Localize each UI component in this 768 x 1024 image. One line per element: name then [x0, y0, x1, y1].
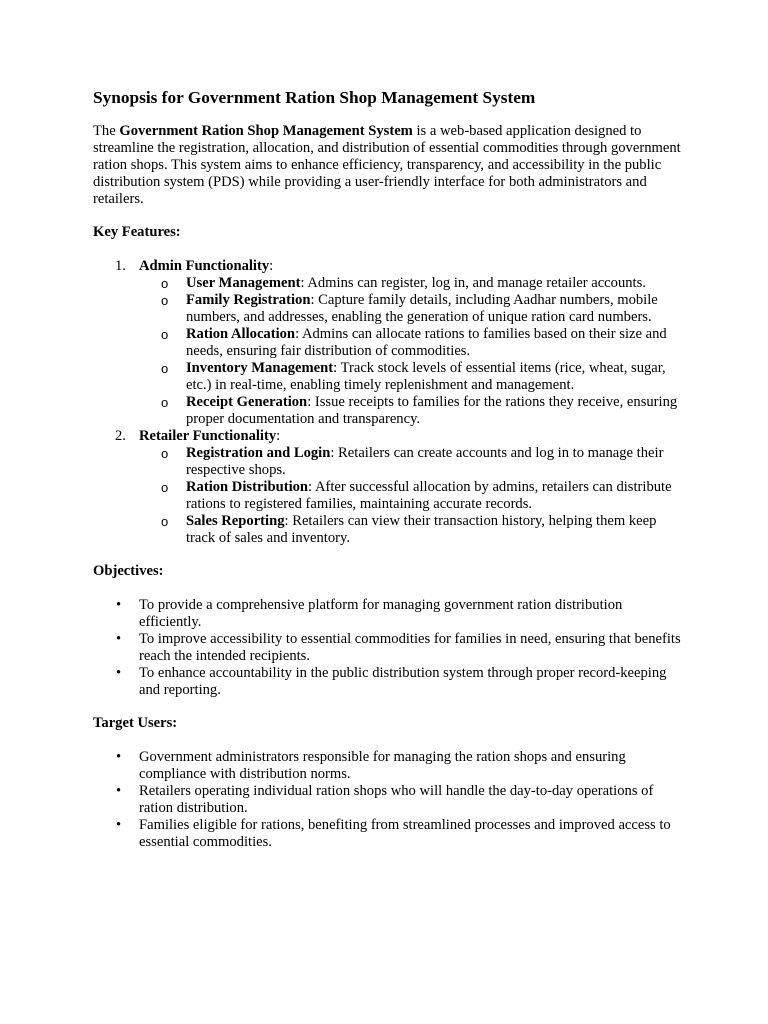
circle-bullet-icon: o [161, 514, 169, 529]
circle-bullet-icon: o [161, 446, 169, 461]
item-text: : Admins can register, log in, and manage retailer accounts. [300, 275, 646, 291]
list-item [93, 749, 683, 783]
document-title: Synopsis for Government Ration Shop Management System [93, 88, 536, 107]
key-features-list [93, 258, 683, 547]
feature-group-admin [93, 258, 683, 428]
circle-bullet-icon: o [161, 293, 169, 308]
item-text: To enhance accountability in the public distribution system through proper record-keeping and reporting. [139, 665, 667, 698]
item-term: User Management [186, 275, 301, 291]
bullet-dot-icon: • [116, 597, 122, 613]
circle-bullet-icon: o [161, 395, 169, 410]
list-item [139, 513, 683, 547]
circle-bullet-icon: o [161, 276, 169, 291]
key-features-heading: Key Features: [93, 224, 181, 240]
list-item [139, 479, 683, 513]
item-term: Ration Allocation [186, 326, 296, 342]
list-item [139, 326, 683, 360]
bullet-dot-icon: • [116, 749, 122, 765]
item-text: Government administrators responsible for managing the ration shops and ensuring compliance with distribution norms. [139, 749, 626, 782]
list-item [139, 445, 683, 479]
item-text: : Admins can allocate rations to families based on their size and needs, ensuring fair distribution of commodities. [186, 326, 667, 359]
circle-bullet-icon: o [161, 361, 169, 376]
feature-group-retailer [93, 428, 683, 547]
item-text: To improve accessibility to essential commodities for families in need, ensuring that benefits reach the intended recipients. [139, 631, 681, 664]
bullet-dot-icon: • [116, 665, 122, 681]
bullet-dot-icon: • [116, 631, 122, 647]
item-text: Retailers operating individual ration shops who will handle the day-to-day operations of ration distribution. [139, 783, 654, 816]
bullet-dot-icon: • [116, 783, 122, 799]
intro-rest: is a web-based application designed to streamline the registration, allocation, and distribution of essential commodities through government ration shops. This system aims to enhance efficiency, transparency, and accessibility in the public distribution system (PDS) while providing a user-friendly interface for both administrators and retailers. [93, 123, 681, 207]
objectives-list [93, 597, 683, 699]
list-number: 2. [115, 428, 126, 444]
feature-group-suffix: : [276, 428, 281, 444]
item-text: : After successful allocation by admins, retailers can distribute rations to registered families, maintaining accurate records. [186, 479, 672, 512]
item-text: : Track stock levels of essential items (rice, wheat, sugar, etc.) in real-time, enabling timely replenishment and management. [186, 360, 666, 393]
sub-list [139, 275, 683, 428]
document-page [93, 88, 683, 867]
circle-bullet-icon: o [161, 327, 169, 342]
item-text: To provide a comprehensive platform for managing government ration distribution efficiently. [139, 597, 623, 630]
bullet-dot-icon: • [116, 817, 122, 833]
item-text: Families eligible for rations, benefiting from streamlined processes and improved access to essential commodities. [139, 817, 671, 850]
item-text: : Issue receipts to families for the rations they receive, ensuring proper documentation and transparency. [186, 394, 678, 427]
item-text: : Retailers can view their transaction history, helping them keep track of sales and inventory. [186, 513, 657, 546]
feature-group-title: Admin Functionality [139, 258, 270, 274]
intro-paragraph [93, 123, 683, 208]
item-text: : Retailers can create accounts and log in to manage their respective shops. [186, 445, 664, 478]
feature-group-suffix: : [269, 258, 274, 274]
intro-prefix: The [93, 123, 120, 139]
target-users-heading: Target Users: [93, 715, 178, 731]
target-users-list [93, 749, 683, 851]
list-item [139, 394, 683, 428]
objectives-heading: Objectives: [93, 563, 164, 579]
intro-bold-name: Government Ration Shop Management System [119, 123, 413, 139]
item-term: Receipt Generation [186, 394, 308, 410]
sub-list [139, 445, 683, 547]
item-text: : Capture family details, including Aadhar numbers, mobile numbers, and addresses, enabling the generation of unique ration card numbers. [186, 292, 658, 325]
list-item [93, 783, 683, 817]
list-item [93, 597, 683, 631]
list-item [139, 275, 683, 292]
list-item [93, 631, 683, 665]
list-item [139, 292, 683, 326]
item-term: Inventory Management [186, 360, 334, 376]
feature-group-title: Retailer Functionality [139, 428, 277, 444]
list-item [93, 665, 683, 699]
circle-bullet-icon: o [161, 480, 169, 495]
item-term: Family Registration [186, 292, 311, 308]
list-number: 1. [115, 258, 126, 274]
item-term: Sales Reporting [186, 513, 285, 529]
item-term: Ration Distribution [186, 479, 309, 495]
list-item [93, 817, 683, 851]
list-item [139, 360, 683, 394]
item-term: Registration and Login [186, 445, 331, 461]
